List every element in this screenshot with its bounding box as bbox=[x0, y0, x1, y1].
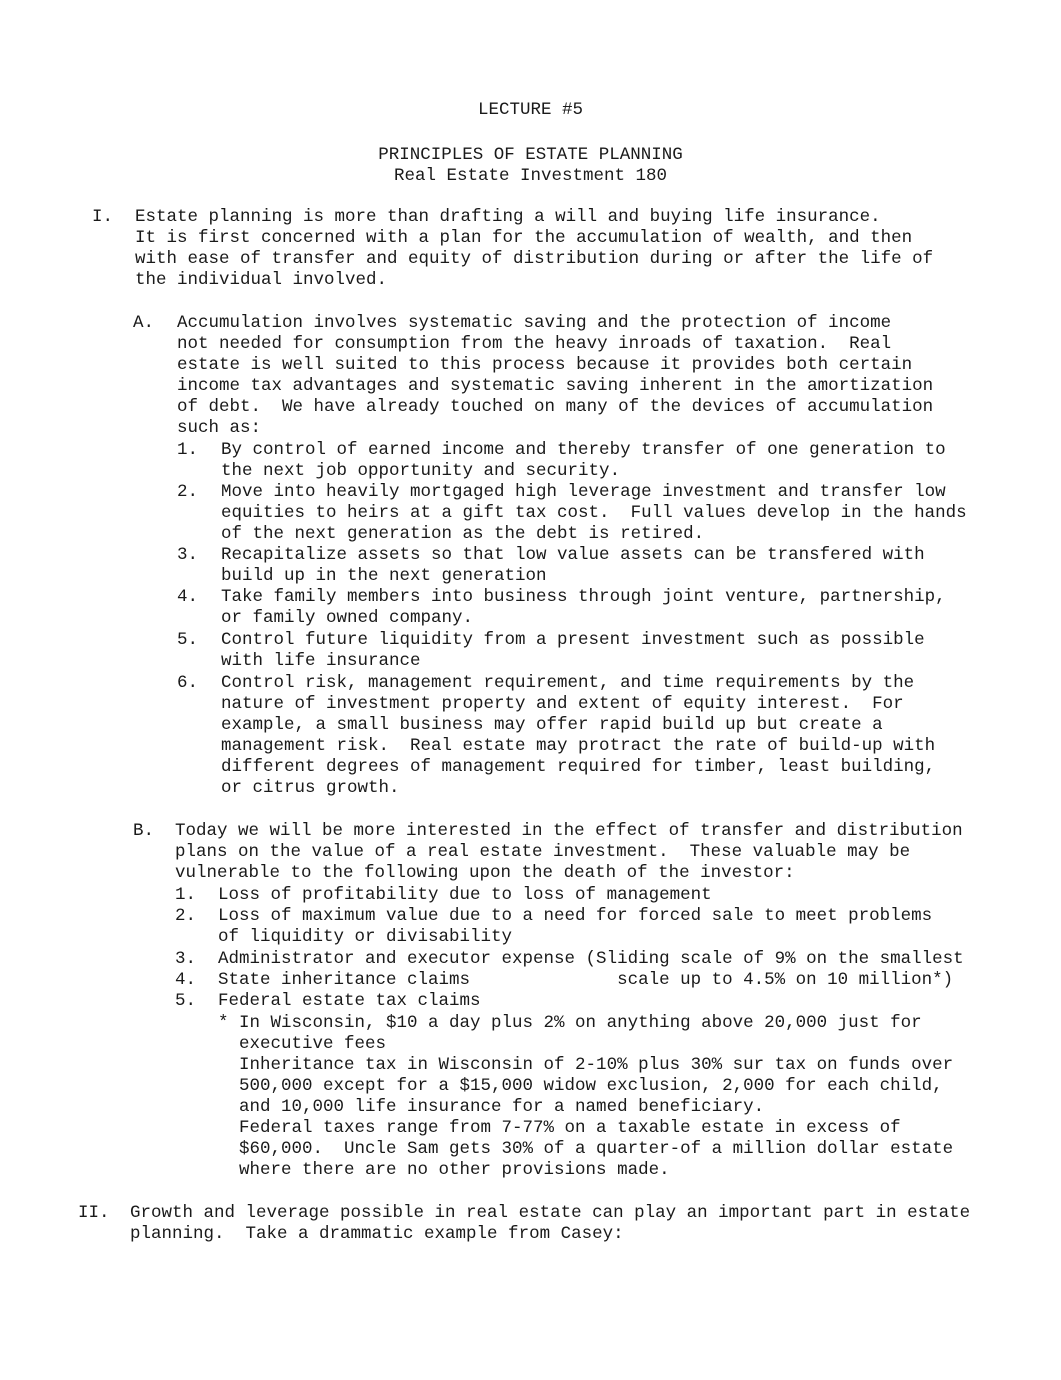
subsection-a-line: such as: bbox=[177, 418, 262, 438]
section-1-line: It is first concerned with a plan for the accumulation of wealth, and then bbox=[135, 228, 913, 248]
subsection-b-line: vulnerable to the following upon the death of the investor: bbox=[175, 863, 795, 883]
subsection-a-line: income tax advantages and systematic saving inherent in the amortization bbox=[177, 376, 934, 396]
list-a-item-line: build up in the next generation bbox=[221, 566, 547, 586]
list-a-item-line: different degrees of management required for timber, least building, bbox=[221, 757, 936, 777]
footnote-line: Federal taxes range from 7-77% on a taxable estate in excess of bbox=[218, 1118, 901, 1138]
footnote-line: $60,000. Uncle Sam gets 30% of a quarter-of a million dollar estate bbox=[218, 1139, 954, 1159]
section-2-line: Growth and leverage possible in real estate can play an important part in estate bbox=[130, 1203, 971, 1223]
document-title: PRINCIPLES OF ESTATE PLANNING bbox=[378, 145, 683, 165]
subsection-a-line: not needed for consumption from the heavy inroads of taxation. Real bbox=[177, 334, 892, 354]
subsection-b-line: plans on the value of a real estate investment. These valuable may be bbox=[175, 842, 911, 862]
list-a-item-line: nature of investment property and extent of equity interest. For bbox=[221, 694, 904, 714]
list-a-number: 1. bbox=[177, 440, 199, 460]
list-a-item-line: Control risk, management requirement, and time requirements by the bbox=[221, 673, 915, 693]
list-b-item-line: Loss of profitability due to loss of management bbox=[218, 885, 712, 905]
list-b-item-line: Administrator and executor expense (Sliding scale of 9% on the smallest bbox=[218, 949, 964, 969]
subsection-a-line: of debt. We have already touched on many of the devices of accumulation bbox=[177, 397, 934, 417]
list-a-item-line: management risk. Real estate may protract the rate of build-up with bbox=[221, 736, 936, 756]
footnote-line: executive fees bbox=[218, 1034, 387, 1054]
section-1-line: the individual involved. bbox=[135, 270, 388, 290]
list-b-number: 3. bbox=[175, 949, 197, 969]
list-a-number: 2. bbox=[177, 482, 199, 502]
list-b-item-line: Loss of maximum value due to a need for forced sale to meet problems bbox=[218, 906, 933, 926]
list-b-item-line: State inheritance claims scale up to 4.5% on 10 million*) bbox=[218, 970, 954, 990]
section-2-label: II. bbox=[78, 1203, 110, 1223]
list-a-item-line: of the next generation as the debt is retired. bbox=[221, 524, 705, 544]
list-a-item-line: Move into heavily mortgaged high leverage investment and transfer low bbox=[221, 482, 946, 502]
list-a-item-line: the next job opportunity and security. bbox=[221, 461, 621, 481]
list-b-item-line: Federal estate tax claims bbox=[218, 991, 481, 1011]
lecture-number: LECTURE #5 bbox=[477, 100, 584, 120]
list-a-item-line: or family owned company. bbox=[221, 608, 474, 628]
list-a-item-line: Take family members into business through joint venture, partnership, bbox=[221, 587, 946, 607]
subsection-b-label: B. bbox=[133, 821, 155, 841]
footnote-line: * In Wisconsin, $10 a day plus 2% on anything above 20,000 just for bbox=[218, 1013, 922, 1033]
section-1-label: I. bbox=[92, 207, 114, 227]
list-a-item-line: Recapitalize assets so that low value assets can be transfered with bbox=[221, 545, 925, 565]
list-a-item-line: equities to heirs at a gift tax cost. Full values develop in the hands bbox=[221, 503, 967, 523]
footnote-line: Inheritance tax in Wisconsin of 2-10% plus 30% sur tax on funds over bbox=[218, 1055, 954, 1075]
section-2-line: planning. Take a drammatic example from Casey: bbox=[130, 1224, 624, 1244]
list-a-item-line: Control future liquidity from a present investment such as possible bbox=[221, 630, 925, 650]
section-1-line: Estate planning is more than drafting a will and buying life insurance. bbox=[135, 207, 881, 227]
subsection-a-label: A. bbox=[133, 313, 155, 333]
list-b-number: 2. bbox=[175, 906, 197, 926]
list-b-number: 4. bbox=[175, 970, 197, 990]
list-a-item-line: example, a small business may offer rapid build up but create a bbox=[221, 715, 883, 735]
list-a-number: 6. bbox=[177, 673, 199, 693]
list-b-number: 5. bbox=[175, 991, 197, 1011]
list-a-number: 3. bbox=[177, 545, 199, 565]
section-1-line: with ease of transfer and equity of distribution during or after the life of bbox=[135, 249, 934, 269]
list-a-number: 5. bbox=[177, 630, 199, 650]
list-b-number: 1. bbox=[175, 885, 197, 905]
list-a-item-line: with life insurance bbox=[221, 651, 421, 671]
footnote-line: where there are no other provisions made. bbox=[218, 1160, 670, 1180]
list-b-item-line: of liquidity or divisability bbox=[218, 927, 513, 947]
list-a-item-line: By control of earned income and thereby transfer of one generation to bbox=[221, 440, 946, 460]
list-a-item-line: or citrus growth. bbox=[221, 778, 400, 798]
subsection-a-line: estate is well suited to this process because it provides both certain bbox=[177, 355, 913, 375]
document-subtitle: Real Estate Investment 180 bbox=[393, 166, 668, 186]
subsection-b-line: Today we will be more interested in the effect of transfer and distribution bbox=[175, 821, 963, 841]
footnote-line: and 10,000 life insurance for a named beneficiary. bbox=[218, 1097, 765, 1117]
footnote-line: 500,000 except for a $15,000 widow exclusion, 2,000 for each child, bbox=[218, 1076, 943, 1096]
subsection-a-line: Accumulation involves systematic saving and the protection of income bbox=[177, 313, 892, 333]
list-a-number: 4. bbox=[177, 587, 199, 607]
